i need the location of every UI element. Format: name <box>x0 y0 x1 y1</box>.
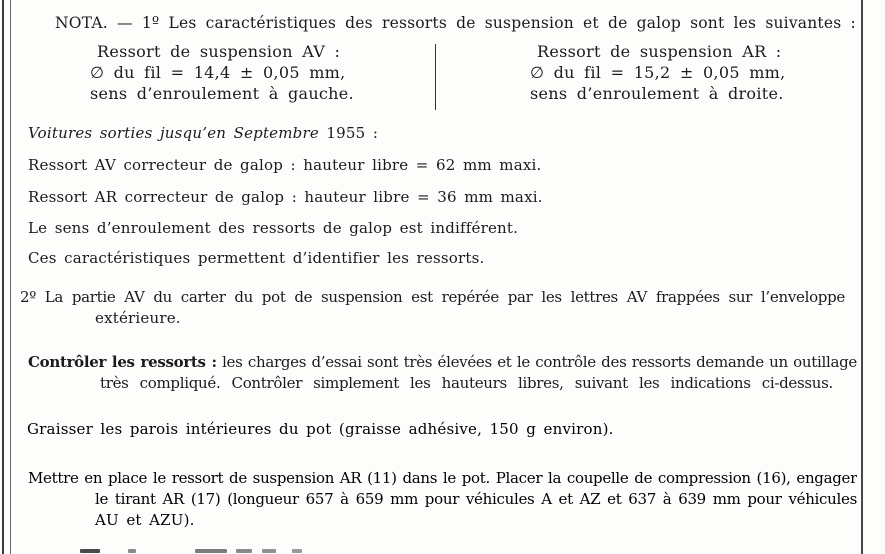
install-line3: AU et AZU). <box>95 511 195 529</box>
check-springs-line1 <box>28 352 857 372</box>
install-line2: le tirant AR (17) (longueur 657 à 659 mm pour véhicules A et AZ et 637 à 639 mm pour véhicules <box>95 490 857 508</box>
voitures-italic-text: Voitures sorties jusqu’en Septembre <box>28 124 319 142</box>
spring-av-diameter: ∅ du fil = 14,4 ± 0,05 mm, <box>90 63 346 82</box>
spring-ar-winding: sens d’enroulement à droite. <box>530 84 784 103</box>
check-springs-line2: très compliqué. Contrôler simplement les hauteurs libres, suivant les indications ci-dessus. <box>100 374 833 392</box>
identify-note-line: Ces caractéristiques permettent d’identifier les ressorts. <box>28 249 485 267</box>
winding-note-line: Le sens d’enroulement des ressorts de galop est indifférent. <box>28 219 519 237</box>
frame-left-line <box>10 0 11 554</box>
voitures-year-text: 1955 : <box>318 124 379 142</box>
spring-ar-title: Ressort de suspension AR : <box>537 42 782 61</box>
spring-av-winding: sens d’enroulement à gauche. <box>90 84 354 103</box>
frame-right-line <box>861 0 863 554</box>
front-galop-line: Ressort AV correcteur de galop : hauteur libre = 62 mm maxi. <box>28 156 542 174</box>
point2-line1: 2º La partie AV du carter du pot de suspension est repérée par les lettres AV frappées sur l’enveloppe <box>20 288 845 306</box>
page-left-edge-line <box>2 0 4 554</box>
check-springs-rest-text: les charges d’essai sont très élevées et le contrôle des ressorts demande un outillage <box>216 353 857 371</box>
install-line1: Mettre en place le ressort de suspension AR (11) dans le pot. Placer la coupelle de compression (16), engager <box>28 469 857 487</box>
column-divider-line <box>435 44 436 110</box>
check-springs-bold-text: Contrôler les ressorts : <box>28 353 217 371</box>
spring-av-title: Ressort de suspension AV : <box>97 42 341 61</box>
voitures-line <box>28 123 378 143</box>
rear-galop-line: Ressort AR correcteur de galop : hauteur libre = 36 mm maxi. <box>28 188 543 206</box>
point2-line2: extérieure. <box>95 309 181 327</box>
nota-line: NOTA. — 1º Les caractéristiques des ressorts de suspension et de galop sont les suivantes : <box>55 14 856 32</box>
grease-line: Graisser les parois intérieures du pot (graisse adhésive, 150 g environ). <box>27 420 614 438</box>
spring-ar-diameter: ∅ du fil = 15,2 ± 0,05 mm, <box>530 63 786 82</box>
